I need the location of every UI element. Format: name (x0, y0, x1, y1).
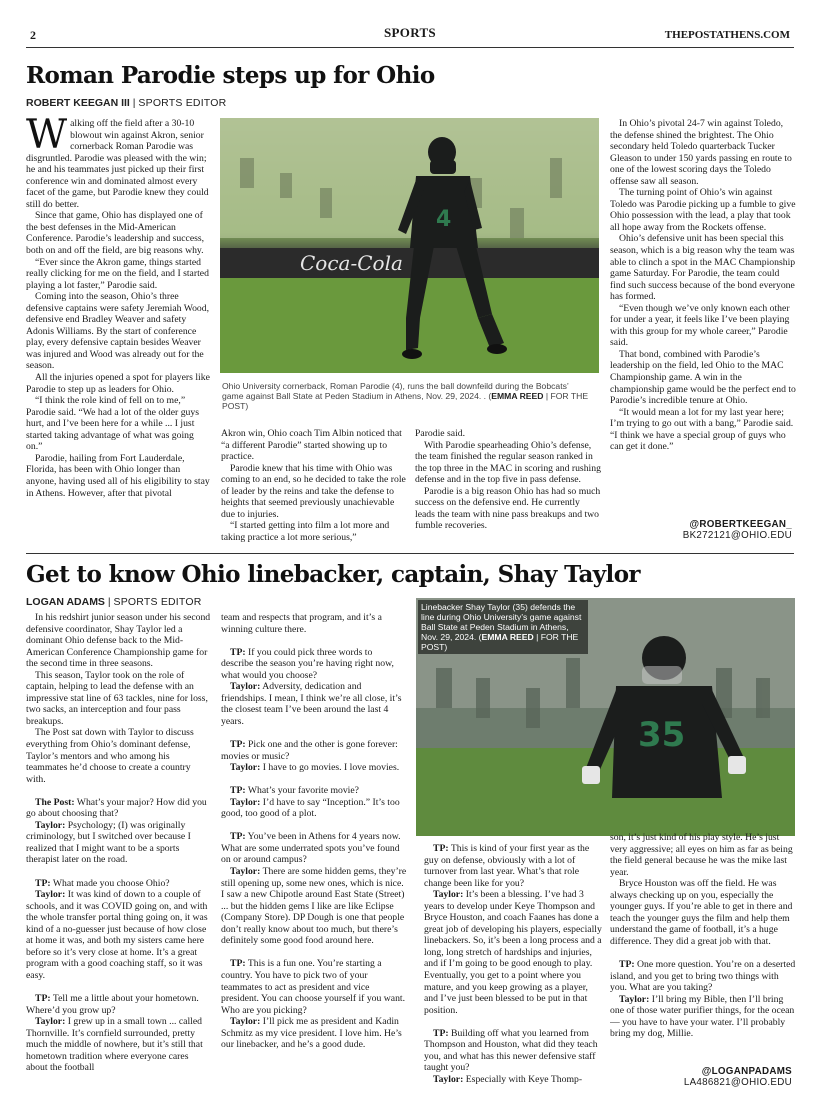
paragraph-text: I’ll pick me as president and Kadin Schmitz as my vice president. I love him. He’s our linebacker, and he’s a good dude. (221, 1016, 402, 1051)
section-label: SPORTS (384, 25, 436, 40)
paragraph-text: son, it’s just kind of his play style. He’s just very aggressive; all eyes on him as far as being the field general because he was the mike last year. (610, 832, 793, 878)
paragraph-text: In his redshirt junior season under his second defensive coordinator, Shay Taylor led a dominant Ohio defense back to the Mid-American Conference Championship game for the second time in three seasons. (26, 612, 211, 670)
speaker-label: TP: (230, 831, 246, 843)
article1-photo-caption (222, 381, 592, 411)
paragraph-text: What made you choose Ohio? (50, 877, 170, 889)
speaker-label: TP: (35, 993, 51, 1005)
paragraph (610, 832, 796, 878)
paragraph-text: The Post sat down with Taylor to discuss everything from Ohio’s dominant defense, Taylor’s mentors and who among his teammates he’d choose to create a country with. (26, 727, 194, 785)
paragraph (610, 303, 796, 349)
speaker-label: TP: (433, 1027, 449, 1039)
paragraph-text: Parodie knew that his time with Ohio was coming to an end, so he decided to take the role of leader by the reins and take the defense to heights that seemed previously unachievable due to injuries. (221, 462, 406, 520)
speaker-label: Taylor: (230, 866, 261, 878)
paragraph-text: team and respects that program, and it’s a winning culture there. (221, 612, 382, 635)
paragraph-text: Parodie is a big reason Ohio has had so much success on the defensive end. He currently leads the team with nine pass breakups and two fumble recoveries. (415, 485, 601, 532)
paragraph (26, 453, 212, 499)
paragraph-text: Parodie, hailing from Fort Lauderdale, Florida, has been with Ohio longer than anyone, having used all of his eligibility to stay in Athens. However, after that pivotal (26, 452, 210, 499)
paragraph-text: I grew up in a small town ... called Thornville. It’s cornfield surrounded, pretty much the middle of nowhere, but it’s still that hometown tradition where everyone cares about the football (26, 1016, 203, 1074)
paragraph (26, 118, 212, 210)
interview-answer (424, 889, 602, 1016)
paragraph (26, 257, 212, 292)
interview-question (610, 959, 796, 994)
speaker-label: TP: (230, 646, 246, 658)
article-divider (26, 553, 794, 554)
article2-column-3 (424, 843, 602, 1089)
article1-signature (683, 519, 792, 541)
interview-question (424, 843, 602, 889)
caption-text: Linebacker Shay Taylor (35) defends the line during Ohio University’s game against Ball State at Peden Stadium in Athens, Nov. 29, 2024. ( (421, 602, 582, 642)
paragraph-text: Coming into the season, Ohio’s three defensive captains were safety Jeremiah Wood, defensive end Bradley Weaver and safety Adonis Williams. By the start of conference play, every defensive captain besides Weaver was injured and Wood was already out for the season. (26, 291, 210, 372)
interview-question (26, 878, 212, 890)
speaker-label: Taylor: (35, 889, 66, 901)
speaker-label: TP: (35, 877, 51, 889)
speaker-label: Taylor: (35, 819, 66, 831)
speaker-label: TP: (230, 785, 246, 797)
speaker-label: TP: (230, 958, 246, 970)
article2-photo-caption (418, 600, 588, 654)
interview-answer (221, 762, 407, 774)
speaker-label: Taylor: (35, 1016, 66, 1028)
article1-column-2 (221, 428, 407, 544)
paragraph-text: That bond, combined with Parodie’s leadership on the field, led Ohio to the MAC Championship game. A win in the championship game would be the perfect end to Parodie’s incredible tenure at Ohio. (610, 348, 796, 407)
author-email: BK272121@OHIO.EDU (682, 530, 792, 541)
paragraph-text: Adversity, dedication and friendships. I mean, I think we’re all close, it’s the closest team I’ve been around the last 4 years. (221, 681, 402, 727)
article2-column-4 (610, 832, 796, 1052)
paragraph-text: “Even though we’ve only known each other for under a year, it feels like I’ve been playing with this group for my whole career,” Parodie said. (610, 302, 790, 349)
article1-photo (220, 118, 599, 373)
interview-question (221, 785, 407, 797)
photo-credit-name: EMMA REED (491, 391, 544, 401)
paragraph-text: It’s been a blessing. I’ve had 3 years to develop under Keye Thompson and Bryce Houston, and coach Faanes has done a great job of developing his players, especially linebackers. So, it’s been a long process and a long, long stretch of hardships and injuries, and if I’m going to be good enough to play. Eventually, you get to a point where you mature, and you keep growing as a player, and I’ve just been blessed to be put in that position. (424, 889, 602, 1016)
paragraph (26, 210, 212, 256)
author-social-handle: @LOGANPADAMS (701, 1066, 792, 1077)
photo-credit-rest: | FOR THE POST) (222, 391, 589, 411)
paragraph (415, 486, 601, 532)
article2-author-role: SPORTS EDITOR (113, 596, 202, 608)
paragraph-text: Tell me a little about your hometown. Where’d you grow up? (26, 993, 199, 1016)
speaker-label: Taylor: (230, 681, 261, 693)
jersey-number: 35 (638, 715, 686, 755)
paragraph-text: Akron win, Ohio coach Tim Albin noticed that “a different Parodie” started showing up to practice. (221, 428, 402, 463)
interview-question (26, 797, 212, 820)
interview-answer (221, 797, 407, 820)
interview-question (424, 1028, 602, 1074)
article1-column-4 (610, 118, 796, 480)
interview-answer (221, 1016, 407, 1051)
interview-answer (424, 1074, 602, 1086)
paragraph (26, 372, 212, 395)
speaker-label: Taylor: (433, 1073, 464, 1085)
paragraph-text: With Parodie spearheading Ohio’s defense, the team finished the regular season ranked in the top three in the MAC in scoring and rushing defense and in the top five in pass defense. (415, 439, 601, 486)
jersey-number: 4 (436, 207, 452, 232)
page-number: 2 (30, 28, 36, 42)
paragraph (610, 878, 796, 947)
paragraph (26, 395, 212, 453)
paragraph-text: I have to go movies. I love movies. (260, 762, 400, 774)
paragraph-text: Since that game, Ohio has displayed one of the best defenses in the Mid-American Conference. Parodie’s leadership and success, both on and off the field, are big reasons why. (26, 210, 205, 257)
interview-question (26, 993, 212, 1016)
article2-signature (684, 1066, 792, 1088)
photo-credit-name: EMMA REED (481, 632, 534, 642)
paragraph (26, 612, 212, 670)
paragraph-text: There are some hidden gems, they’re still opening up, some new ones, which is nice. I saw a new Chipotle around East State (Street) ... but the hidden gems I like are like Eclipse (Company Store). DP Dough is one that people don’t really know about too much, but there’s definitely some good food around here. (221, 866, 407, 947)
paragraph-text: One more question. You’re on a deserted island, and you get to bring two things with you. What are you taking? (610, 959, 796, 994)
paragraph (26, 727, 212, 785)
paragraph-text: This is kind of your first year as the guy on defense, obviously with a lot of turnover from last year. What’s that role change been like for you? (424, 843, 590, 889)
interview-answer (610, 994, 796, 1040)
article1-headline: Roman Parodie steps up for Ohio (26, 62, 435, 89)
paragraph-text: The turning point of Ohio’s win against Toledo was Parodie picking up a fumble to give Ohio possession with the lead, a play that took all hope away from the Rockets offense. (610, 187, 796, 233)
speaker-label: Taylor: (619, 993, 650, 1005)
paragraph-text: “Ever since the Akron game, things started really clicking for me on the field, and I started playing a lot faster,” Parodie said. (26, 256, 209, 291)
paragraph (221, 428, 407, 463)
paragraph-text: alking off the field after a 30-10 blowout win against Akron, senior cornerback Roman Parodie was disgruntled. Parodie was pleased with the win; he and his teammates just picked up their first conference win and dominated almost every facet of the game, but Parodie knew they could still do better. (26, 118, 209, 210)
article2-author: LOGAN ADAMS (26, 596, 105, 608)
paragraph (610, 187, 796, 233)
interview-question (221, 647, 407, 682)
paragraph (610, 233, 796, 302)
paragraph-text: Building off what you learned from Thompson and Houston, what did they teach you, and what has this newer defensive staff taught you? (424, 1027, 598, 1074)
paragraph-text: This season, Taylor took on the role of captain, helping to lead the defense with an impressive stat line of 63 tackles, nine for loss, two sacks, an interception and four pass breakups. (26, 669, 208, 727)
article1-column-3 (415, 428, 601, 544)
paragraph-text: In Ohio’s pivotal 24-7 win against Toledo, the defense shined the brightest. The Ohio secondary held Toledo quarterback Tucker Gleason to under 150 yards passing en route to one of the lowest scoring days the Toledo offense saw all season. (610, 118, 792, 187)
paragraph (610, 349, 796, 407)
speaker-label: TP: (433, 843, 449, 854)
paragraph-text: I’ll bring my Bible, then I’ll bring one of those water purifier things, for the ocean — you have to have your water. I’ll probably bring my dog, Millie. (610, 993, 795, 1040)
paragraph-text: Psychology; (I) was originally criminology, but I switched over because I realized that I might want to be a sports therapist later on the road. (26, 819, 191, 866)
speaker-label: TP: (230, 739, 246, 751)
caption-text: Ohio University cornerback, Roman Parodie (4), runs the ball downfeild during the Bobcats’ game against Ball State at Peden Stadium in Athens, Nov. 29, 2024. . ( (222, 381, 569, 401)
page-header (26, 24, 794, 48)
author-social-handle: @ROBERTKEEGAN_ (689, 519, 792, 530)
svg-text:Coca-Cola: Coca-Cola (300, 251, 403, 275)
paragraph-text: It was kind of down to a couple of schools, and it was COVID going on, and with the whole transfer portal thing going on, it was kind of a no-guesser just because of how close at home it was, and both my sisters came here before so it’s very close at home. It’s a great program with a good coaching staff, so it was easy. (26, 889, 208, 981)
paragraph-text: “I think the role kind of fell on to me,” Parodie said. “We had a lot of the older guys hurt, and I’ve been here for a while ... I just started taking advantage of what was going on.” (26, 395, 200, 453)
paragraph (415, 428, 601, 440)
interview-answer (221, 681, 407, 727)
paragraph-text: This is a fun one. You’re starting a country. You have to pick two of your teammates to act as president and vice president. You can choose yourself if you want. Who are you picking? (221, 958, 406, 1016)
paragraph (415, 440, 601, 486)
interview-answer (26, 820, 212, 866)
speaker-label: The Post: (35, 796, 75, 808)
photo-credit-rest: | FOR THE POST) (421, 632, 579, 652)
speaker-label: TP: (619, 959, 635, 971)
article1-column-1 (26, 118, 212, 542)
paragraph (610, 407, 796, 453)
interview-question (221, 831, 407, 866)
article2-byline: LOGAN ADAMS | SPORTS EDITOR (26, 596, 202, 608)
interview-question (221, 958, 407, 1016)
article2-column-2 (221, 612, 407, 1090)
paragraph (221, 520, 407, 543)
article1-byline: ROBERT KEEGAN III | SPORTS EDITOR (26, 97, 227, 109)
speaker-label: Taylor: (230, 762, 261, 774)
paragraph-text: Especially with Keye Thomp- (463, 1073, 583, 1085)
paragraph (610, 118, 796, 187)
interview-question (221, 739, 407, 762)
paragraph-text: “It would mean a lot for my last year here; I’m trying to go out with a bang,” Parodie said. “I think we have a special group of guys who can get it done.” (610, 406, 794, 453)
article1-author: ROBERT KEEGAN III (26, 97, 130, 109)
paragraph-text: Ohio’s defensive unit has been special this season, which is a big reason why the team was able to clinch a spot in the MAC Championship game Saturday. For Parodie, the team could find such success because of the bond everyone has formed. (610, 233, 796, 303)
paragraph (26, 291, 212, 372)
paragraph-text: I’d have to say “Inception.” It’s too good, too good of a plot. (221, 796, 400, 820)
paragraph-text: “I started getting into film a lot more and taking practice a lot more serious,” (221, 520, 390, 543)
paragraph-text: What’s your favorite movie? (245, 785, 359, 797)
author-email: LA486821@OHIO.EDU (683, 1077, 792, 1088)
paragraph (221, 463, 407, 521)
paragraph-text: Pick one and the other is gone forever: movies or music? (221, 739, 398, 762)
paragraph-text: Parodie said. (415, 428, 466, 439)
article2-column-1 (26, 612, 212, 1090)
paragraph-text: All the injuries opened a spot for players like Parodie to step up as leaders for Ohio. (26, 372, 210, 395)
speaker-label: Taylor: (230, 1016, 261, 1028)
drop-cap: W (26, 118, 68, 158)
site-url: THEPOSTATHENS.COM (664, 29, 790, 41)
paragraph (221, 612, 407, 635)
interview-answer (26, 1016, 212, 1074)
paragraph-text: What’s your major? How did you go about choosing that? (26, 796, 207, 820)
paragraph-text: You’ve been in Athens for 4 years now. What are some underrated spots you’ve found on or around campus? (221, 831, 401, 866)
interview-answer (221, 866, 407, 947)
article1-author-role: SPORTS EDITOR (138, 97, 227, 109)
paragraph (26, 670, 212, 728)
article2-headline: Get to know Ohio linebacker, captain, Shay Taylor (26, 561, 640, 588)
paragraph-text: Bryce Houston was off the field. He was always checking up on you, especially the younger guys. If you’re able to get in there and teach the younger guys the film and help them understand the game of football, it’s a huge difference. They did a great job with that. (610, 878, 793, 947)
speaker-label: Taylor: (433, 889, 464, 901)
paragraph-text: If you could pick three words to describe the season you’re having right now, what would you choose? (221, 646, 394, 681)
interview-answer (26, 889, 212, 981)
speaker-label: Taylor: (230, 796, 261, 808)
cornerback-photo-illustration (220, 118, 599, 373)
